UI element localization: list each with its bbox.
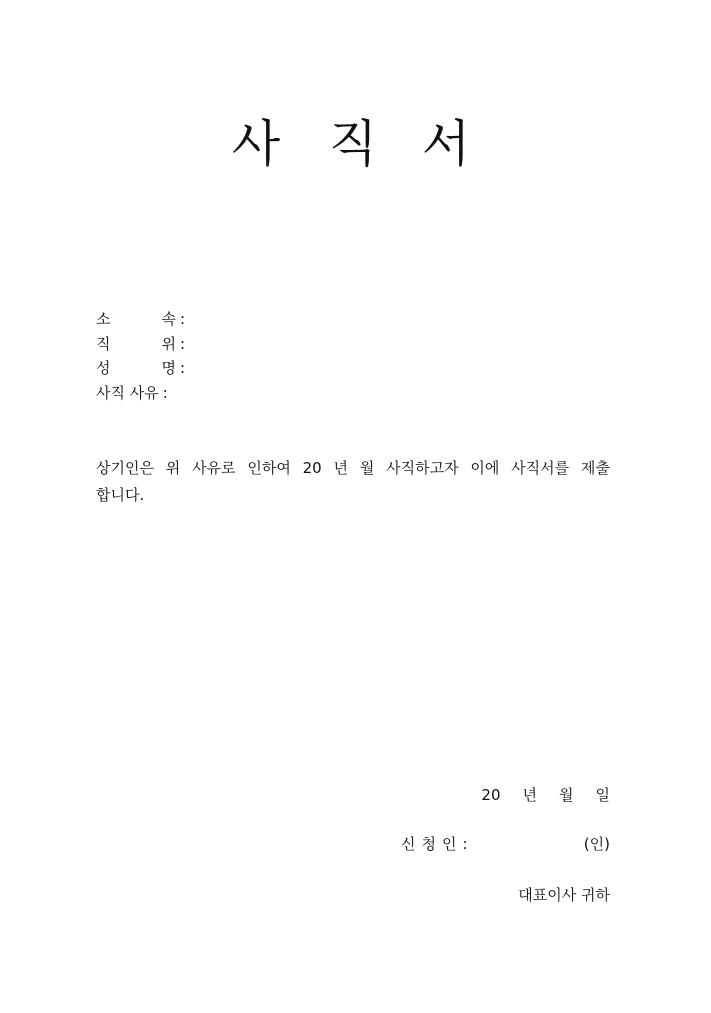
field-colon: : [180, 310, 186, 328]
field-label-char: 성 [96, 359, 111, 377]
statement-word: 위 [165, 459, 181, 477]
title-char: 서 [421, 115, 471, 173]
statement-line [96, 455, 610, 482]
field-label-char: 소 [96, 310, 111, 328]
applicant-label-char: 청 [421, 835, 436, 853]
applicant-label-char: 인 [442, 835, 457, 853]
field-label-char: 직 [96, 335, 111, 353]
field-reason [96, 382, 168, 404]
statement-word: 상기인은 [96, 459, 154, 477]
field-label-char: 속 [161, 310, 176, 328]
applicant-line [401, 833, 610, 855]
field-name [96, 357, 185, 379]
statement-word: 이에 [470, 459, 500, 477]
statement-continuation: 합니다. [96, 486, 145, 504]
field-label [96, 357, 176, 379]
applicant-label [401, 833, 468, 855]
field-label [96, 308, 176, 330]
title-char: 직 [328, 115, 378, 173]
applicant-label-char: 신 [401, 835, 416, 853]
applicant-seal: (인) [583, 835, 610, 853]
field-position [96, 333, 185, 355]
field-colon: : [180, 359, 186, 377]
statement-word: 사유로 [192, 459, 236, 477]
field-affiliation [96, 308, 185, 330]
applicant-label-char: : [462, 835, 468, 853]
field-label: 사직 사유 [96, 384, 159, 402]
statement-word: 년 [333, 459, 349, 477]
title-char: 사 [231, 115, 281, 173]
field-label [96, 333, 176, 355]
statement-word: 월 [359, 459, 375, 477]
statement-word: 사직하고자 [386, 459, 459, 477]
field-colon: : [162, 384, 168, 402]
statement-word: 20 [302, 459, 322, 477]
statement-word: 제출 [580, 459, 610, 477]
date-day-unit: 일 [595, 786, 610, 804]
statement-word: 인하여 [247, 459, 291, 477]
field-label-char: 명 [161, 359, 176, 377]
field-label-char: 위 [161, 335, 176, 353]
date-year-prefix: 20 [481, 786, 501, 804]
date-month-unit: 월 [559, 786, 574, 804]
date-line [481, 784, 610, 806]
statement-word: 사직서를 [511, 459, 570, 477]
document-title [0, 112, 711, 176]
date-year-unit: 년 [522, 786, 537, 804]
field-colon: : [180, 335, 186, 353]
resignation-statement [96, 455, 610, 509]
recipient: 대표이사 귀하 [518, 886, 610, 904]
